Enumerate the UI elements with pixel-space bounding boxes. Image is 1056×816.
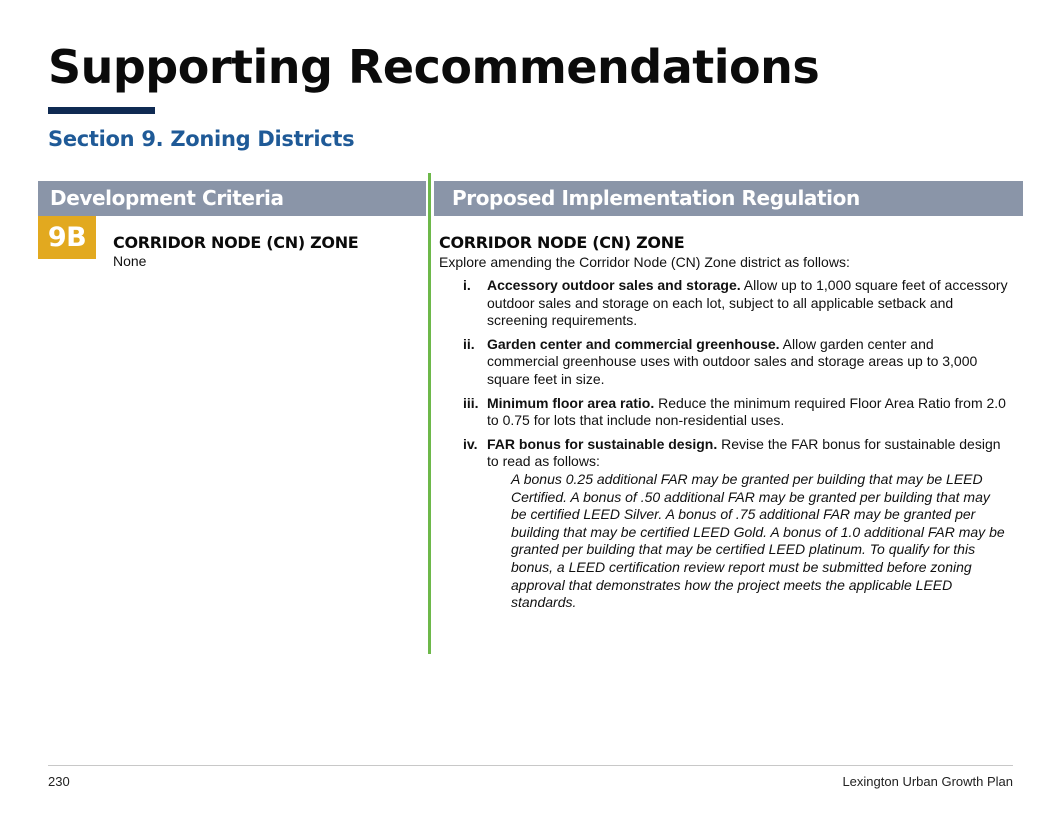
list-item-number: iii. [463,394,479,411]
list-item-number: iv. [463,435,478,452]
regulation-body [439,233,1009,618]
list-item [439,336,1009,389]
column-header-development-criteria: Development Criteria [38,181,426,216]
list-item-number: i. [463,277,471,293]
development-criteria-title: CORRIDOR NODE (CN) ZONE [113,233,359,252]
list-item-body: Allow garden center and commercial greenhouse uses with outdoor sales and storage areas up to 3,000 square feet in size. [487,335,978,387]
development-criteria-value: None [113,253,147,269]
title-underline [48,107,155,114]
column-header-proposed-regulation: Proposed Implementation Regulation [434,181,1023,216]
regulation-title: CORRIDOR NODE (CN) ZONE [439,233,685,252]
column-divider [428,173,431,654]
footer-divider [48,765,1013,766]
list-item-lead: Garden center and commercial greenhouse. [487,335,780,352]
section-heading: Section 9. Zoning Districts [48,127,355,151]
list-item-number: ii. [463,335,475,352]
list-item-body: Reduce the minimum required Floor Area Ratio from 2.0 to 0.75 for lots that include non-residential uses. [487,394,1006,429]
page-number: 230 [48,774,70,789]
list-item [439,436,1009,612]
list-item-text [487,277,1009,330]
document-title: Lexington Urban Growth Plan [842,774,1013,789]
list-item-lead: FAR bonus for sustainable design. [487,435,718,452]
list-item-lead: Minimum floor area ratio. [487,394,655,411]
list-item-body: Revise the FAR bonus for sustainable design to read as follows: [487,435,1001,470]
regulation-list [439,277,1009,612]
quoted-regulation-text: A bonus 0.25 additional FAR may be granted per building that may be LEED Certified. A bonus of .50 additional FAR may be granted per building that may be certified LEED Silver. A bonus of .75 additional FAR may be granted per building that may be certified LEED Gold. A bonus of 1.0 additional FAR may be granted per building that may be certified LEED platinum. To qualify for this bonus, a LEED certification review report must be submitted before zoning approval that demonstrates how the project meets the applicable LEED standards. [511,470,1005,611]
list-item [439,395,1009,430]
list-item [439,277,1009,330]
list-item-body: Allow up to 1,000 square feet of accessory outdoor sales and storage on each lot, subject to all applicable setback and screening requirements. [487,277,1008,329]
list-item-lead: Accessory outdoor sales and storage. [487,277,741,293]
page-title: Supporting Recommendations [48,40,820,94]
criteria-badge: 9B [38,216,96,259]
list-item-text [487,336,1009,389]
regulation-intro: Explore amending the Corridor Node (CN) Zone district as follows: [439,254,850,270]
list-item-text [487,395,1009,430]
list-item-text [487,436,1009,612]
